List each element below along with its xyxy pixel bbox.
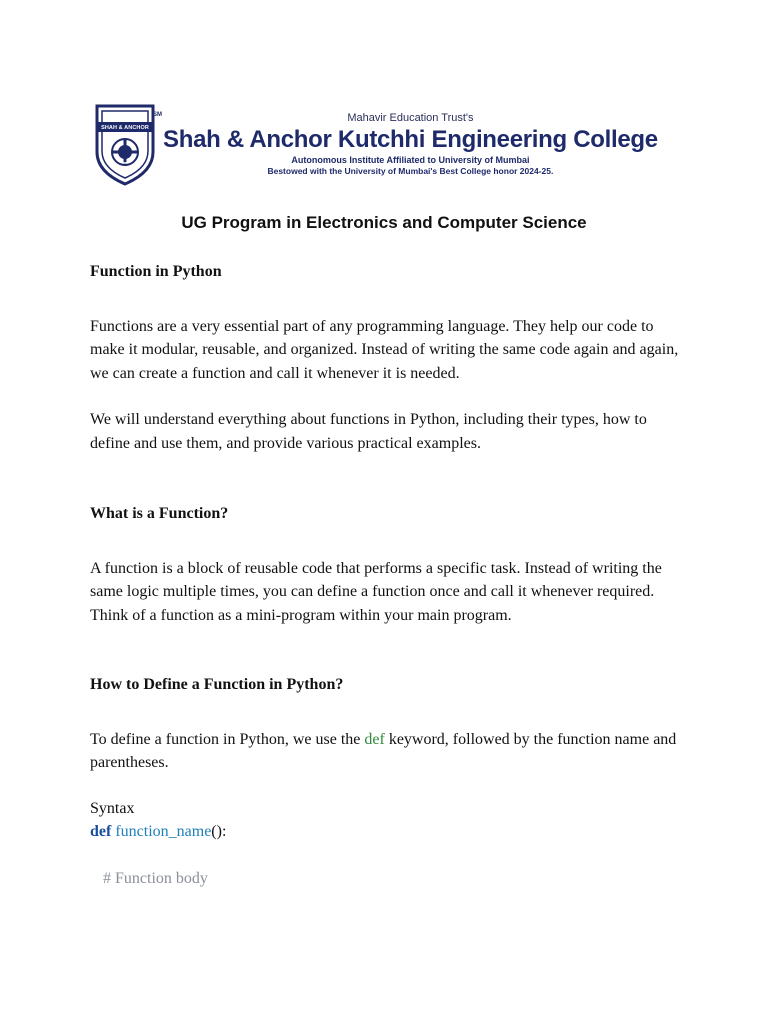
college-name: Shah & Anchor Kutchhi Engineering College [163, 125, 658, 153]
crest-mark: SM [153, 112, 162, 118]
syntax-label: Syntax [90, 799, 135, 817]
affiliation-line: Autonomous Institute Affiliated to University of Mumbai [291, 154, 530, 165]
document-body [90, 260, 690, 890]
crest-label: SHAH & ANCHOR [101, 125, 149, 131]
shield-icon [93, 102, 157, 186]
code-parentheses: (): [211, 823, 227, 840]
paragraph-definition: A function is a block of reusable code that performs a specific task. Instead of writing the same logic multiple times, you can define a function once and call it whenever required. Think of a function as a mini-program within your main program. [90, 559, 662, 624]
code-line-def [90, 820, 690, 844]
header-text-block [163, 112, 658, 177]
define-text-start: To define a function in Python, we use the [90, 730, 365, 748]
code-def-keyword: def [90, 823, 112, 840]
paragraph-intro: Functions are a very essential part of any programming language. They help our code to make it modular, reusable, and organized. Instead of writing the same code again and again, we can create a function and call it whenever it is needed. [90, 317, 679, 382]
college-header-banner [93, 100, 658, 188]
def-keyword-inline: def [364, 730, 385, 748]
paragraph-overview: We will understand everything about functions in Python, including their types, how to define and use them, and provide various practical examples. [90, 411, 647, 452]
paragraph-define-instructions [90, 728, 690, 775]
code-comment: # Function body [103, 869, 208, 887]
program-title: UG Program in Electronics and Computer Science [181, 213, 587, 232]
heading-how-to-define: How to Define a Function in Python? [90, 676, 344, 693]
define-text-end: keyword, followed by the function name and parentheses. [90, 730, 677, 771]
honor-line: Bestowed with the University of Mumbai's Best College honor 2024-25. [267, 165, 554, 176]
heading-what-is-function: What is a Function? [90, 505, 229, 522]
heading-function-in-python: Function in Python [90, 263, 222, 280]
code-function-name: function_name [115, 823, 212, 840]
college-crest-logo [93, 102, 162, 186]
trust-name: Mahavir Education Trust's [347, 111, 474, 124]
